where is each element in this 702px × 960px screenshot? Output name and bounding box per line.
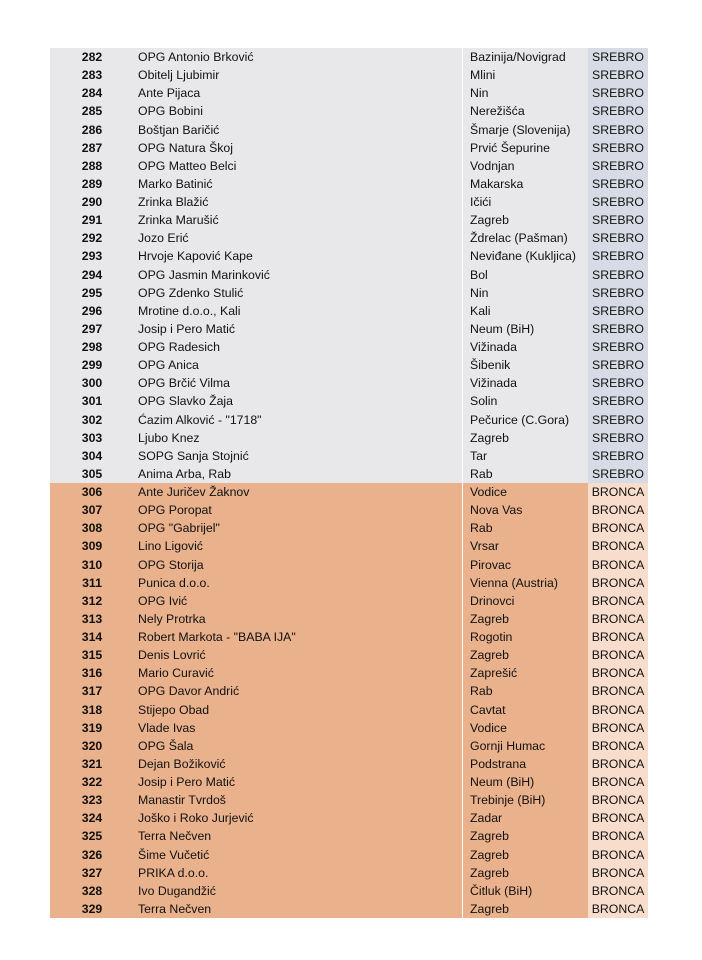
entry-number: 320 bbox=[50, 737, 134, 755]
entry-number: 297 bbox=[50, 320, 134, 338]
award-badge: SREBRO bbox=[588, 320, 648, 338]
producer-location: Bazinija/Novigrad bbox=[462, 48, 588, 66]
producer-location: Rab bbox=[462, 682, 588, 700]
table-row bbox=[50, 882, 648, 900]
award-badge: SREBRO bbox=[588, 211, 648, 229]
entry-number: 313 bbox=[50, 610, 134, 628]
award-badge: BRONCA bbox=[588, 791, 648, 809]
award-badge: BRONCA bbox=[588, 610, 648, 628]
producer-name: Manastir Tvrdoš bbox=[134, 791, 462, 809]
table-row bbox=[50, 719, 648, 737]
award-badge: SREBRO bbox=[588, 284, 648, 302]
table-row bbox=[50, 157, 648, 175]
entry-number: 303 bbox=[50, 429, 134, 447]
producer-name: OPG Davor Andrić bbox=[134, 682, 462, 700]
producer-name: Boštjan Baričić bbox=[134, 121, 462, 139]
table-row bbox=[50, 646, 648, 664]
entry-number: 327 bbox=[50, 864, 134, 882]
award-badge: SREBRO bbox=[588, 302, 648, 320]
table-row bbox=[50, 320, 648, 338]
producer-location: Vodnjan bbox=[462, 157, 588, 175]
producer-location: Rab bbox=[462, 519, 588, 537]
table-row bbox=[50, 791, 648, 809]
award-badge: BRONCA bbox=[588, 519, 648, 537]
entry-number: 328 bbox=[50, 882, 134, 900]
producer-location: Bol bbox=[462, 266, 588, 284]
entry-number: 311 bbox=[50, 574, 134, 592]
table-row bbox=[50, 211, 648, 229]
award-badge: BRONCA bbox=[588, 864, 648, 882]
producer-name: OPG Bobini bbox=[134, 102, 462, 120]
producer-name: Mrotine d.o.o., Kali bbox=[134, 302, 462, 320]
producer-location: Vižinada bbox=[462, 338, 588, 356]
producer-location: Ždrelac (Pašman) bbox=[462, 229, 588, 247]
award-badge: BRONCA bbox=[588, 646, 648, 664]
table-row bbox=[50, 66, 648, 84]
entry-number: 304 bbox=[50, 447, 134, 465]
award-badge: BRONCA bbox=[588, 846, 648, 864]
producer-location: Rab bbox=[462, 465, 588, 483]
producer-name: OPG Zdenko Stulić bbox=[134, 284, 462, 302]
table-row bbox=[50, 266, 648, 284]
producer-location: Čitluk (BiH) bbox=[462, 882, 588, 900]
entry-number: 316 bbox=[50, 664, 134, 682]
results-table bbox=[50, 48, 648, 918]
producer-name: OPG Slavko Žaja bbox=[134, 392, 462, 410]
producer-name: Nely Protrka bbox=[134, 610, 462, 628]
producer-name: Dejan Božiković bbox=[134, 755, 462, 773]
award-badge: SREBRO bbox=[588, 48, 648, 66]
award-badge: BRONCA bbox=[588, 682, 648, 700]
producer-name: Josip i Pero Matić bbox=[134, 320, 462, 338]
producer-location: Makarska bbox=[462, 175, 588, 193]
producer-name: Zrinka Blažić bbox=[134, 193, 462, 211]
producer-name: Robert Markota - "BABA IJA" bbox=[134, 628, 462, 646]
table-row bbox=[50, 483, 648, 501]
producer-location: Zaprešić bbox=[462, 664, 588, 682]
entry-number: 309 bbox=[50, 537, 134, 555]
table-row bbox=[50, 48, 648, 66]
table-row bbox=[50, 864, 648, 882]
table-row bbox=[50, 102, 648, 120]
table-row bbox=[50, 465, 648, 483]
entry-number: 317 bbox=[50, 682, 134, 700]
entry-number: 329 bbox=[50, 900, 134, 918]
award-badge: BRONCA bbox=[588, 900, 648, 918]
award-badge: BRONCA bbox=[588, 592, 648, 610]
award-badge: BRONCA bbox=[588, 574, 648, 592]
entry-number: 319 bbox=[50, 719, 134, 737]
producer-location: Zadar bbox=[462, 809, 588, 827]
producer-name: OPG Jasmin Marinković bbox=[134, 266, 462, 284]
table-row bbox=[50, 411, 648, 429]
producer-location: Vienna (Austria) bbox=[462, 574, 588, 592]
entry-number: 293 bbox=[50, 247, 134, 265]
producer-location: Nin bbox=[462, 284, 588, 302]
producer-name: OPG Anica bbox=[134, 356, 462, 374]
table-row bbox=[50, 664, 648, 682]
producer-name: Ante Juričev Žaknov bbox=[134, 483, 462, 501]
entry-number: 302 bbox=[50, 411, 134, 429]
producer-name: Stijepo Obad bbox=[134, 701, 462, 719]
entry-number: 325 bbox=[50, 827, 134, 845]
award-badge: SREBRO bbox=[588, 121, 648, 139]
entry-number: 285 bbox=[50, 102, 134, 120]
producer-location: Ičići bbox=[462, 193, 588, 211]
producer-location: Pirovac bbox=[462, 556, 588, 574]
entry-number: 321 bbox=[50, 755, 134, 773]
producer-location: Nova Vas bbox=[462, 501, 588, 519]
entry-number: 283 bbox=[50, 66, 134, 84]
producer-location: Pečurice (C.Gora) bbox=[462, 411, 588, 429]
entry-number: 300 bbox=[50, 374, 134, 392]
producer-name: Hrvoje Kapović Kape bbox=[134, 247, 462, 265]
producer-name: OPG Natura Škoj bbox=[134, 139, 462, 157]
producer-name: SOPG Sanja Stojnić bbox=[134, 447, 462, 465]
entry-number: 318 bbox=[50, 701, 134, 719]
producer-location: Kali bbox=[462, 302, 588, 320]
entry-number: 315 bbox=[50, 646, 134, 664]
producer-location: Neum (BiH) bbox=[462, 320, 588, 338]
table-row bbox=[50, 556, 648, 574]
table-row bbox=[50, 827, 648, 845]
producer-name: Obitelj Ljubimir bbox=[134, 66, 462, 84]
table-row bbox=[50, 392, 648, 410]
producer-location: Gornji Humac bbox=[462, 737, 588, 755]
award-badge: SREBRO bbox=[588, 374, 648, 392]
table-row bbox=[50, 809, 648, 827]
producer-name: Marko Batinić bbox=[134, 175, 462, 193]
award-badge: BRONCA bbox=[588, 882, 648, 900]
producer-location: Mlini bbox=[462, 66, 588, 84]
table-row bbox=[50, 193, 648, 211]
producer-name: OPG Radesich bbox=[134, 338, 462, 356]
table-row bbox=[50, 537, 648, 555]
award-badge: BRONCA bbox=[588, 701, 648, 719]
producer-location: Vižinada bbox=[462, 374, 588, 392]
producer-name: Zrinka Marušić bbox=[134, 211, 462, 229]
entry-number: 322 bbox=[50, 773, 134, 791]
table-row bbox=[50, 519, 648, 537]
table-row bbox=[50, 429, 648, 447]
entry-number: 299 bbox=[50, 356, 134, 374]
table-row bbox=[50, 773, 648, 791]
award-badge: SREBRO bbox=[588, 157, 648, 175]
award-badge: SREBRO bbox=[588, 139, 648, 157]
producer-location: Zagreb bbox=[462, 211, 588, 229]
award-badge: BRONCA bbox=[588, 556, 648, 574]
producer-name: Lino Ligović bbox=[134, 537, 462, 555]
award-badge: SREBRO bbox=[588, 447, 648, 465]
entry-number: 288 bbox=[50, 157, 134, 175]
producer-location: Šibenik bbox=[462, 356, 588, 374]
producer-name: Terra Nečven bbox=[134, 827, 462, 845]
producer-name: Ante Pijaca bbox=[134, 84, 462, 102]
table-row bbox=[50, 846, 648, 864]
award-badge: BRONCA bbox=[588, 537, 648, 555]
producer-name: Terra Nečven bbox=[134, 900, 462, 918]
entry-number: 314 bbox=[50, 628, 134, 646]
award-badge: SREBRO bbox=[588, 175, 648, 193]
table-row bbox=[50, 447, 648, 465]
producer-name: OPG Antonio Brković bbox=[134, 48, 462, 66]
producer-name: Josip i Pero Matić bbox=[134, 773, 462, 791]
table-row bbox=[50, 574, 648, 592]
table-row bbox=[50, 374, 648, 392]
entry-number: 295 bbox=[50, 284, 134, 302]
table-row bbox=[50, 229, 648, 247]
producer-location: Zagreb bbox=[462, 900, 588, 918]
producer-name: Joško i Roko Jurjević bbox=[134, 809, 462, 827]
producer-location: Prvić Šepurine bbox=[462, 139, 588, 157]
table-row bbox=[50, 755, 648, 773]
entry-number: 306 bbox=[50, 483, 134, 501]
producer-location: Solin bbox=[462, 392, 588, 410]
producer-location: Tar bbox=[462, 447, 588, 465]
entry-number: 291 bbox=[50, 211, 134, 229]
entry-number: 290 bbox=[50, 193, 134, 211]
table-row bbox=[50, 610, 648, 628]
producer-location: Vrsar bbox=[462, 537, 588, 555]
table-row bbox=[50, 84, 648, 102]
entry-number: 326 bbox=[50, 846, 134, 864]
table-row bbox=[50, 284, 648, 302]
producer-location: Nerežišća bbox=[462, 102, 588, 120]
producer-location: Zagreb bbox=[462, 429, 588, 447]
entry-number: 284 bbox=[50, 84, 134, 102]
entry-number: 287 bbox=[50, 139, 134, 157]
award-badge: SREBRO bbox=[588, 338, 648, 356]
entry-number: 312 bbox=[50, 592, 134, 610]
entry-number: 305 bbox=[50, 465, 134, 483]
producer-location: Zagreb bbox=[462, 610, 588, 628]
producer-location: Rogotin bbox=[462, 628, 588, 646]
producer-name: Denis Lovrić bbox=[134, 646, 462, 664]
producer-name: OPG Šala bbox=[134, 737, 462, 755]
award-badge: BRONCA bbox=[588, 827, 648, 845]
producer-location: Neviđane (Kukljica) bbox=[462, 247, 588, 265]
award-badge: BRONCA bbox=[588, 737, 648, 755]
award-badge: SREBRO bbox=[588, 102, 648, 120]
award-badge: BRONCA bbox=[588, 664, 648, 682]
producer-location: Trebinje (BiH) bbox=[462, 791, 588, 809]
award-badge: SREBRO bbox=[588, 247, 648, 265]
table-row bbox=[50, 175, 648, 193]
producer-location: Nin bbox=[462, 84, 588, 102]
producer-location: Zagreb bbox=[462, 646, 588, 664]
producer-location: Podstrana bbox=[462, 755, 588, 773]
award-badge: SREBRO bbox=[588, 66, 648, 84]
producer-location: Drinovci bbox=[462, 592, 588, 610]
award-badge: SREBRO bbox=[588, 193, 648, 211]
entry-number: 323 bbox=[50, 791, 134, 809]
award-badge: BRONCA bbox=[588, 773, 648, 791]
award-badge: SREBRO bbox=[588, 411, 648, 429]
entry-number: 308 bbox=[50, 519, 134, 537]
producer-name: Jozo Erić bbox=[134, 229, 462, 247]
award-badge: BRONCA bbox=[588, 501, 648, 519]
producer-location: Vodice bbox=[462, 483, 588, 501]
producer-name: Vlade Ivas bbox=[134, 719, 462, 737]
entry-number: 307 bbox=[50, 501, 134, 519]
producer-location: Šmarje (Slovenija) bbox=[462, 121, 588, 139]
table-row bbox=[50, 121, 648, 139]
entry-number: 324 bbox=[50, 809, 134, 827]
producer-name: OPG Ivić bbox=[134, 592, 462, 610]
table-row bbox=[50, 682, 648, 700]
producer-name: Mario Curavić bbox=[134, 664, 462, 682]
table-row bbox=[50, 592, 648, 610]
award-badge: SREBRO bbox=[588, 84, 648, 102]
entry-number: 294 bbox=[50, 266, 134, 284]
table-row bbox=[50, 247, 648, 265]
producer-name: Anima Arba, Rab bbox=[134, 465, 462, 483]
entry-number: 286 bbox=[50, 121, 134, 139]
producer-name: Ćazim Alković - "1718" bbox=[134, 411, 462, 429]
producer-name: Šime Vučetić bbox=[134, 846, 462, 864]
table-row bbox=[50, 701, 648, 719]
table-row bbox=[50, 338, 648, 356]
award-badge: SREBRO bbox=[588, 429, 648, 447]
award-badge: SREBRO bbox=[588, 229, 648, 247]
producer-location: Zagreb bbox=[462, 846, 588, 864]
producer-location: Neum (BiH) bbox=[462, 773, 588, 791]
entry-number: 310 bbox=[50, 556, 134, 574]
producer-location: Zagreb bbox=[462, 827, 588, 845]
entry-number: 298 bbox=[50, 338, 134, 356]
table-row bbox=[50, 302, 648, 320]
producer-location: Vodice bbox=[462, 719, 588, 737]
producer-name: OPG Matteo Belci bbox=[134, 157, 462, 175]
producer-name: OPG Storija bbox=[134, 556, 462, 574]
award-badge: BRONCA bbox=[588, 719, 648, 737]
entry-number: 282 bbox=[50, 48, 134, 66]
award-badge: BRONCA bbox=[588, 628, 648, 646]
table-row bbox=[50, 501, 648, 519]
award-badge: BRONCA bbox=[588, 755, 648, 773]
entry-number: 296 bbox=[50, 302, 134, 320]
award-badge: SREBRO bbox=[588, 266, 648, 284]
producer-name: OPG Poropat bbox=[134, 501, 462, 519]
producer-name: PRIKA d.o.o. bbox=[134, 864, 462, 882]
table-row bbox=[50, 737, 648, 755]
award-badge: SREBRO bbox=[588, 392, 648, 410]
table-row bbox=[50, 356, 648, 374]
table-row bbox=[50, 900, 648, 918]
table-row bbox=[50, 628, 648, 646]
producer-name: Punica d.o.o. bbox=[134, 574, 462, 592]
producer-name: Ljubo Knez bbox=[134, 429, 462, 447]
award-badge: SREBRO bbox=[588, 356, 648, 374]
entry-number: 289 bbox=[50, 175, 134, 193]
award-badge: BRONCA bbox=[588, 809, 648, 827]
producer-name: OPG Brčić Vilma bbox=[134, 374, 462, 392]
entry-number: 301 bbox=[50, 392, 134, 410]
table-row bbox=[50, 139, 648, 157]
award-badge: BRONCA bbox=[588, 483, 648, 501]
producer-location: Zagreb bbox=[462, 864, 588, 882]
producer-location: Cavtat bbox=[462, 701, 588, 719]
producer-name: Ivo Dugandžić bbox=[134, 882, 462, 900]
entry-number: 292 bbox=[50, 229, 134, 247]
award-badge: SREBRO bbox=[588, 465, 648, 483]
producer-name: OPG "Gabrijel" bbox=[134, 519, 462, 537]
